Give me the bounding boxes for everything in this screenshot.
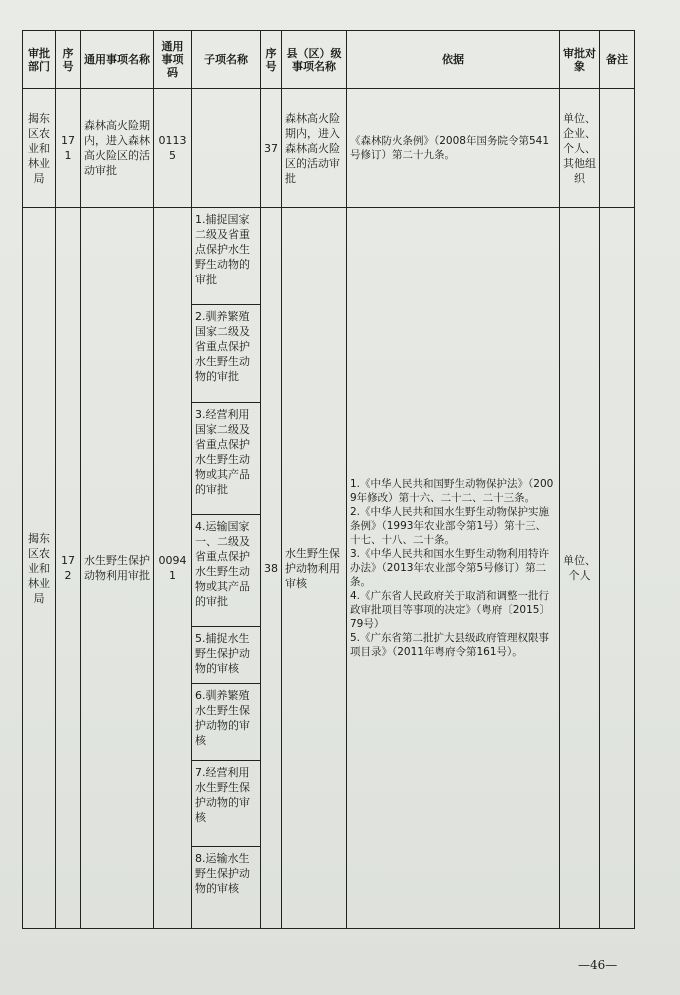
cell-sub-items bbox=[192, 208, 261, 929]
cell-target: 单位、企业、个人、其他组织 bbox=[560, 89, 600, 208]
header-common-name: 通用事项名称 bbox=[81, 31, 154, 89]
cell-county-name: 森林高火险期内，进入森林高火险区的活动审批 bbox=[282, 89, 347, 208]
sub-item: 5.捕捉水生野生保护动物的审核 bbox=[192, 627, 260, 684]
cell-seq: 172 bbox=[56, 208, 81, 929]
header-dept: 审批部门 bbox=[23, 31, 56, 89]
sub-item: 1.捕捉国家二级及省重点保护水生野生动物的审批 bbox=[192, 208, 260, 305]
basis-line: 4.《广东省人民政府关于取消和调整一批行政审批项目等事项的决定》（粤府〔2015〕79号） bbox=[350, 590, 550, 630]
table-row bbox=[23, 208, 635, 929]
cell-remark bbox=[600, 208, 635, 929]
header-seq: 序号 bbox=[56, 31, 81, 89]
cell-basis bbox=[347, 208, 560, 929]
cell-target: 单位、个人 bbox=[560, 208, 600, 929]
cell-common-name: 森林高火险期内，进入森林高火险区的活动审批 bbox=[81, 89, 154, 208]
sub-item: 7.经营利用水生野生保护动物的审核 bbox=[192, 761, 260, 847]
cell-dept: 揭东区农业和林业局 bbox=[23, 89, 56, 208]
header-basis: 依据 bbox=[347, 31, 560, 89]
cell-basis bbox=[347, 89, 560, 208]
table-row bbox=[23, 89, 635, 208]
header-common-code: 通用事项码 bbox=[154, 31, 192, 89]
sub-item: 3.经营利用国家二级及省重点保护水生野生动物或其产品的审批 bbox=[192, 403, 260, 515]
header-county-name: 县（区）级事项名称 bbox=[282, 31, 347, 89]
cell-remark bbox=[600, 89, 635, 208]
sub-item: 2.驯养繁殖国家二级及省重点保护水生野生动物的审批 bbox=[192, 305, 260, 403]
sub-item: 4.运输国家一、二级及省重点保护水生野生动物或其产品的审批 bbox=[192, 515, 260, 627]
cell-seq2: 37 bbox=[261, 89, 282, 208]
basis-line: 2.《中华人民共和国水生野生动物保护实施条例》（1993年农业部令第1号）第十三、十七、十八、二十条。 bbox=[350, 506, 550, 546]
cell-code: 01135 bbox=[154, 89, 192, 208]
cell-common-name: 水生野生保护动物利用审批 bbox=[81, 208, 154, 929]
basis-line: 5.《广东省第二批扩大县级政府管理权限事项目录》（2011年粤府令第161号）。 bbox=[350, 632, 550, 658]
basis-line: 3.《中华人民共和国水生野生动物利用特许办法》（2013年农业部令第5号修订）第二条。 bbox=[350, 548, 550, 588]
approval-table bbox=[22, 30, 635, 929]
sub-item: 6.驯养繁殖水生野生保护动物的审核 bbox=[192, 684, 260, 761]
cell-county-name: 水生野生保护动物利用审核 bbox=[282, 208, 347, 929]
cell-seq2: 38 bbox=[261, 208, 282, 929]
basis-line: 1.《中华人民共和国野生动物保护法》（2009年修改）第十六、二十二、二十三条。 bbox=[350, 478, 554, 504]
sub-item: 8.运输水生野生保护动物的审核 bbox=[195, 852, 250, 895]
cell-dept: 揭东区农业和林业局 bbox=[23, 208, 56, 929]
header-remark: 备注 bbox=[600, 31, 635, 89]
header-sub-item: 子项名称 bbox=[192, 31, 261, 89]
header-seq2: 序号 bbox=[261, 31, 282, 89]
cell-code: 00941 bbox=[154, 208, 192, 929]
cell-seq: 171 bbox=[56, 89, 81, 208]
cell-sub-item bbox=[192, 89, 261, 208]
basis-line: 《森林防火条例》（2008年国务院令第541号修订）第二十九条。 bbox=[350, 135, 550, 161]
header-target: 审批对象 bbox=[560, 31, 600, 89]
page-number: —46— bbox=[578, 958, 618, 972]
table-header-row bbox=[23, 31, 635, 89]
